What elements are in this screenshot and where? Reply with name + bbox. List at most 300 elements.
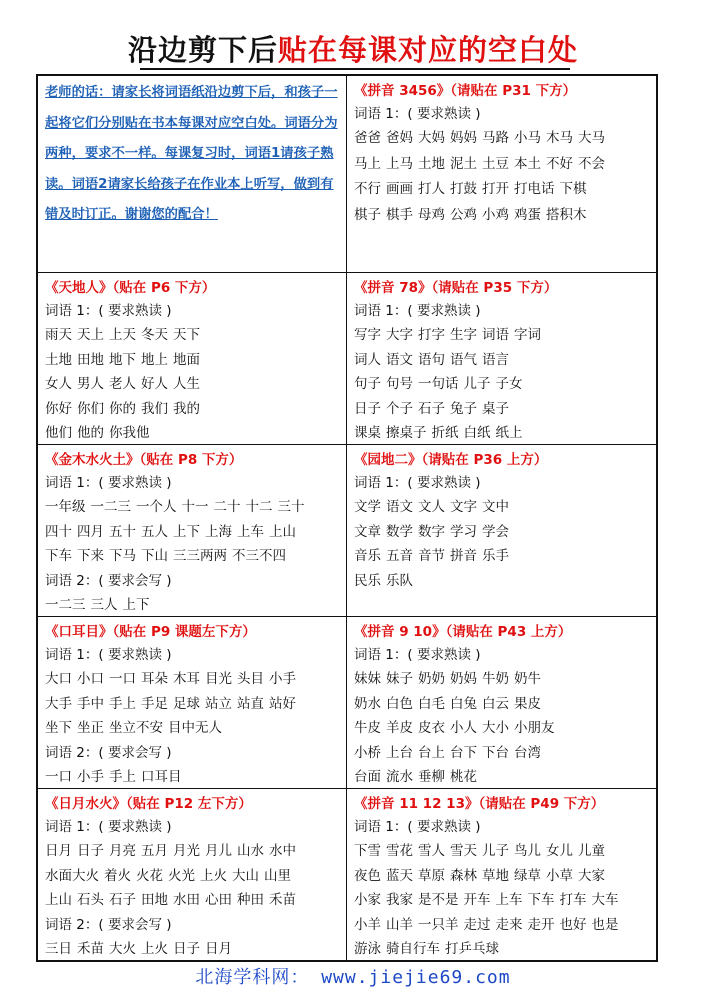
word: 纸上 [495, 425, 523, 441]
word: 词语 [482, 327, 509, 343]
teacher-notice: 老师的话：请家长将词语纸沿边剪下后，和孩子一起将它们分别贴在书本每课对应空白处。词语分为两种，要求不一样。每课复习时，词语1请孩子熟读。词语2请家长给孩子在作业本上听写，做到有错及时订正。谢谢您的配合！ [45, 85, 338, 222]
word: 五月 [141, 843, 168, 859]
word: 大小 [482, 720, 509, 736]
word: 文人 [418, 499, 445, 515]
word: 奶妈 [450, 671, 477, 687]
word: 女儿 [546, 843, 573, 859]
lesson-heading: 《拼音 9 10》（请贴在 P43 上方） [354, 624, 572, 640]
word-line [354, 495, 650, 520]
word: 奶水 [354, 695, 381, 712]
word: 木马 [546, 130, 573, 146]
lesson-cell [38, 444, 347, 616]
word: 我们 [141, 400, 168, 417]
word: 桌子 [482, 400, 509, 417]
word: 数字 [418, 523, 445, 540]
word: 我的 [173, 400, 200, 417]
word: 走过 [463, 916, 491, 933]
word: 文学 [354, 499, 381, 515]
word: 泥土 [450, 155, 477, 172]
word: 日子 [173, 940, 200, 957]
word: 走来 [495, 916, 523, 933]
word-group-label: 词语 2：( 要求会写 ) [45, 744, 172, 761]
word: 石子 [418, 400, 445, 417]
word: 大马 [578, 130, 605, 146]
word: 奶奶 [418, 671, 445, 687]
lesson-cell [38, 616, 347, 788]
word-line [354, 126, 650, 152]
lesson-heading: 《口耳目》（贴在 P9 课题左下方） [45, 624, 256, 640]
word: 也好 [559, 916, 587, 933]
word: 水中 [269, 843, 296, 859]
word: 木耳 [173, 671, 200, 687]
word: 一只羊 [418, 916, 459, 933]
word: 田地 [141, 892, 168, 908]
word: 语气 [450, 351, 477, 368]
word: 公鸡 [450, 206, 477, 223]
word-line [354, 372, 650, 397]
word: 耳朵 [141, 671, 168, 687]
word: 棋手 [386, 206, 413, 223]
word: 生字 [450, 327, 477, 343]
page-title-part2: 贴在每课对应的空白处 [278, 33, 579, 67]
word: 绿草 [514, 867, 541, 884]
word: 上台 [386, 744, 413, 761]
word: 心田 [205, 892, 232, 908]
word-line [45, 323, 340, 348]
word: 石子 [109, 892, 136, 908]
word-line [45, 716, 340, 741]
word: 不三不四 [232, 548, 286, 564]
word: 小鸡 [482, 206, 509, 223]
word: 土地 [45, 351, 72, 368]
teacher-notice-cell [38, 76, 347, 272]
word: 冬天 [141, 327, 168, 343]
word: 拼音 [450, 548, 477, 564]
word: 本土 [514, 155, 541, 172]
word: 白纸 [463, 425, 491, 441]
word-line [354, 913, 650, 938]
word: 字词 [514, 327, 541, 343]
word: 妈妈 [450, 130, 477, 146]
word: 是不是 [418, 892, 459, 908]
word-line [354, 177, 650, 203]
word: 奶牛 [514, 671, 541, 687]
word: 羊皮 [386, 720, 413, 736]
word-line [45, 864, 340, 889]
word: 上天 [109, 327, 136, 343]
word: 不行 [354, 181, 381, 197]
word: 你我他 [109, 425, 150, 441]
word: 桃花 [450, 769, 477, 785]
word: 打乒乓球 [445, 941, 499, 957]
word: 月儿 [205, 843, 232, 859]
word: 下车 [45, 548, 72, 564]
word: 台面 [354, 769, 381, 785]
word: 坐立不安 [109, 720, 163, 736]
word: 小桥 [354, 744, 381, 761]
word: 子女 [495, 376, 523, 392]
word-line [354, 716, 650, 741]
word: 上车 [237, 523, 264, 540]
word: 好人 [141, 376, 168, 392]
word: 手上 [109, 695, 136, 712]
word: 大火 [109, 940, 136, 957]
word-group-label: 词语 1：( 要求熟读 ) [45, 475, 172, 491]
word: 台湾 [514, 744, 541, 761]
word-line [45, 765, 340, 789]
word: 马上 [354, 155, 381, 172]
word-line [354, 421, 650, 444]
word: 雨天 [45, 327, 72, 343]
word: 大手 [45, 695, 72, 712]
word: 一口 [109, 671, 136, 687]
vocabulary-table [36, 74, 658, 962]
word: 五音 [386, 548, 413, 564]
word: 学习 [450, 523, 477, 540]
word-line [354, 397, 650, 422]
word: 天下 [173, 327, 200, 343]
word: 火花 [136, 867, 163, 884]
word: 文章 [354, 523, 381, 540]
word: 地面 [173, 351, 200, 368]
word-line [45, 839, 340, 864]
word: 大口 [45, 671, 72, 687]
word: 折纸 [431, 425, 459, 441]
word: 下棋 [559, 181, 587, 197]
word: 日子 [354, 400, 381, 417]
word-line [354, 765, 650, 788]
word: 小家 [354, 892, 381, 908]
lesson-cell [347, 788, 656, 960]
page-title [0, 30, 706, 70]
word: 小口 [77, 671, 104, 687]
word: 画画 [386, 181, 413, 197]
word: 台下 [450, 744, 477, 761]
word: 一句话 [418, 376, 459, 392]
word: 目中无人 [168, 720, 222, 736]
lesson-cell [347, 272, 656, 444]
word: 语文 [386, 499, 413, 515]
word-line [45, 520, 340, 545]
word: 足球 [173, 695, 200, 712]
word: 语文 [386, 351, 413, 368]
word-line [45, 372, 340, 397]
word-line [45, 667, 340, 692]
word: 白云 [482, 695, 509, 712]
word-line [354, 348, 650, 373]
lesson-heading: 《拼音 11 12 13》（请贴在 P49 下方） [354, 796, 605, 812]
word: 大车 [591, 892, 619, 908]
word: 爸爸 [354, 130, 381, 146]
word: 目光 [205, 671, 232, 687]
word: 上车 [495, 892, 523, 908]
lesson-cell [38, 272, 347, 444]
word-line [354, 152, 650, 178]
word: 男人 [77, 376, 104, 392]
word: 个子 [386, 400, 413, 417]
word: 石头 [77, 892, 104, 908]
word: 句子 [354, 376, 381, 392]
word: 妹妹 [354, 671, 381, 687]
word: 台上 [418, 744, 445, 761]
word: 打开 [482, 181, 509, 197]
word: 白兔 [450, 695, 477, 712]
word: 一二三 [45, 596, 86, 613]
word: 牛奶 [482, 671, 509, 687]
word: 民乐 [354, 572, 381, 589]
word-line [354, 888, 650, 913]
word: 森林 [450, 867, 477, 884]
word-line [45, 397, 340, 422]
word: 草原 [418, 867, 445, 884]
word: 打车 [559, 892, 587, 908]
word-group-label: 词语 2：( 要求会写 ) [45, 916, 172, 933]
word: 爸妈 [386, 130, 413, 146]
word: 儿童 [578, 843, 605, 859]
word: 一口 [45, 768, 72, 785]
word: 山里 [264, 867, 291, 884]
word: 老人 [109, 376, 136, 392]
word: 月光 [173, 843, 200, 859]
word-line [354, 520, 650, 545]
word: 下山 [141, 548, 168, 564]
word: 小人 [450, 720, 477, 736]
word: 土地 [418, 155, 445, 172]
word: 骑自行车 [386, 941, 440, 957]
word: 手足 [141, 695, 168, 712]
word-group-label: 词语 1：( 要求熟读 ) [45, 303, 172, 319]
word: 上海 [205, 523, 232, 540]
word-line [45, 937, 340, 961]
word: 兔子 [450, 400, 477, 417]
word: 上下 [122, 596, 150, 613]
word: 地下 [109, 351, 136, 368]
word: 蓝天 [386, 867, 413, 884]
word: 口耳目 [141, 768, 182, 785]
word: 母鸡 [418, 206, 445, 223]
word: 禾苗 [77, 940, 104, 957]
word: 五十 [109, 523, 136, 540]
word-line [354, 544, 650, 569]
word-line [45, 593, 340, 617]
title-underline [140, 68, 570, 70]
word: 着火 [104, 867, 131, 884]
word: 下马 [109, 548, 136, 564]
word-line [45, 348, 340, 373]
word: 雪花 [386, 843, 413, 859]
word: 山羊 [386, 916, 413, 933]
lesson-heading: 《天地人》（贴在 P6 下方） [45, 280, 216, 296]
word: 小手 [269, 671, 296, 687]
word: 禾苗 [269, 892, 296, 908]
word: 大字 [386, 327, 413, 343]
word: 人生 [173, 376, 200, 392]
word: 课桌 [354, 425, 381, 441]
word-group-label: 词语 1：( 要求熟读 ) [354, 819, 481, 835]
word-group-label: 词语 1：( 要求熟读 ) [354, 303, 481, 319]
word: 我家 [386, 892, 413, 908]
word: 白毛 [418, 695, 445, 712]
word: 手上 [109, 768, 136, 785]
word: 五人 [141, 523, 168, 540]
word: 下台 [482, 744, 509, 761]
word: 小羊 [354, 916, 381, 933]
lesson-heading: 《园地二》（请贴在 P36 上方） [354, 452, 548, 468]
word: 山水 [237, 843, 264, 859]
lesson-heading: 《日月水火》（贴在 P12 左下方） [45, 796, 252, 812]
word-line [354, 839, 650, 864]
word: 不好 [546, 155, 573, 172]
word: 你的 [109, 400, 136, 417]
word: 语句 [418, 351, 445, 368]
word: 棋子 [354, 206, 381, 223]
word: 日子 [77, 843, 104, 859]
word-line [354, 323, 650, 348]
word: 草地 [482, 867, 509, 884]
word: 坐下 [45, 720, 72, 736]
word: 小朋友 [514, 720, 555, 736]
word: 十一 [181, 499, 209, 515]
word: 手中 [77, 695, 104, 712]
lesson-cell [347, 76, 656, 272]
word: 日月 [45, 843, 72, 859]
word: 也是 [591, 916, 619, 933]
word-line [354, 569, 650, 594]
word: 鸡蛋 [514, 206, 541, 223]
word: 上火 [141, 940, 168, 957]
word: 三三两两 [173, 548, 227, 564]
word-group-label: 词语 1：( 要求熟读 ) [354, 475, 481, 491]
word: 小手 [77, 768, 104, 785]
word-line [45, 544, 340, 569]
lesson-cell [38, 788, 347, 960]
word: 站好 [269, 695, 296, 712]
page-title-part1: 沿边剪下后 [127, 33, 278, 67]
word: 上下 [173, 523, 200, 540]
lesson-heading: 《拼音 3456》（请贴在 P31 下方） [354, 83, 577, 99]
word: 儿子 [482, 843, 509, 859]
word: 下雪 [354, 843, 381, 859]
word-group-label: 词语 1：( 要求熟读 ) [45, 819, 172, 835]
word: 语言 [482, 351, 509, 368]
word: 学会 [482, 523, 509, 540]
word: 你好 [45, 400, 72, 417]
word: 三十 [277, 499, 305, 515]
word: 地上 [141, 351, 168, 368]
word: 月亮 [109, 843, 136, 859]
word: 走开 [527, 916, 555, 933]
word: 小草 [546, 867, 573, 884]
lesson-cell [347, 444, 656, 616]
word: 词人 [354, 351, 381, 368]
word: 音乐 [354, 548, 381, 564]
word: 马路 [482, 130, 509, 146]
word: 鸟儿 [514, 843, 541, 859]
word: 一二三 [90, 499, 131, 515]
word: 垂柳 [418, 769, 445, 785]
word: 大家 [578, 867, 605, 884]
word: 音节 [418, 548, 445, 564]
word: 上山 [269, 523, 296, 540]
word: 天上 [77, 327, 104, 343]
word-group-label: 词语 1：( 要求熟读 ) [354, 106, 481, 122]
word: 上马 [386, 155, 413, 172]
word: 牛皮 [354, 720, 381, 736]
word: 流水 [386, 769, 413, 785]
word: 小马 [514, 130, 541, 146]
word: 他的 [77, 425, 104, 441]
word-line [45, 421, 340, 444]
word: 头目 [237, 671, 264, 687]
word: 水田 [173, 892, 200, 908]
word-line [354, 937, 650, 960]
word: 夜色 [354, 867, 381, 884]
word: 游泳 [354, 941, 381, 957]
word: 擦桌子 [386, 425, 427, 441]
word: 十二 [245, 499, 273, 515]
word: 女人 [45, 376, 72, 392]
word: 搭积木 [546, 206, 587, 223]
word: 文中 [482, 499, 509, 515]
word-line [354, 203, 650, 229]
word: 水面大火 [45, 867, 99, 884]
word: 坐正 [77, 720, 104, 736]
word-line [354, 741, 650, 766]
word: 你们 [77, 400, 104, 417]
word: 上山 [45, 892, 72, 908]
word: 数学 [386, 523, 413, 540]
word: 果皮 [514, 695, 541, 712]
lesson-heading: 《金木水火土》（贴在 P8 下方） [45, 452, 243, 468]
word: 他们 [45, 425, 72, 441]
word: 下车 [527, 892, 555, 908]
lesson-heading: 《拼音 78》（请贴在 P35 下方） [354, 280, 558, 296]
word: 田地 [77, 351, 104, 368]
word: 站立 [205, 695, 232, 712]
lesson-cell [347, 616, 656, 788]
word: 皮衣 [418, 720, 445, 736]
word: 日月 [205, 940, 232, 957]
word: 上火 [200, 867, 227, 884]
word: 大山 [232, 867, 259, 884]
word: 雪天 [450, 843, 477, 859]
word: 打人 [418, 181, 445, 197]
word-line [354, 692, 650, 717]
word: 二十 [213, 499, 241, 515]
word-line [354, 864, 650, 889]
word: 站直 [237, 695, 264, 712]
word: 一个人 [136, 499, 177, 515]
word: 打字 [418, 327, 445, 343]
word-line [45, 692, 340, 717]
word: 文字 [450, 499, 477, 515]
word: 三日 [45, 940, 72, 957]
word: 土豆 [482, 155, 509, 172]
word-line [45, 495, 340, 520]
word-group-label: 词语 1：( 要求熟读 ) [45, 647, 172, 663]
word: 妹子 [386, 671, 413, 687]
word: 打电话 [514, 181, 555, 197]
word: 四月 [77, 523, 104, 540]
word: 儿子 [463, 376, 491, 392]
word: 白色 [386, 695, 413, 712]
word-group-label: 词语 2：( 要求会写 ) [45, 572, 172, 589]
word: 火光 [168, 867, 195, 884]
word: 一年级 [45, 499, 86, 515]
word: 雪人 [418, 843, 445, 859]
word-line [354, 667, 650, 692]
word: 句号 [386, 376, 413, 392]
